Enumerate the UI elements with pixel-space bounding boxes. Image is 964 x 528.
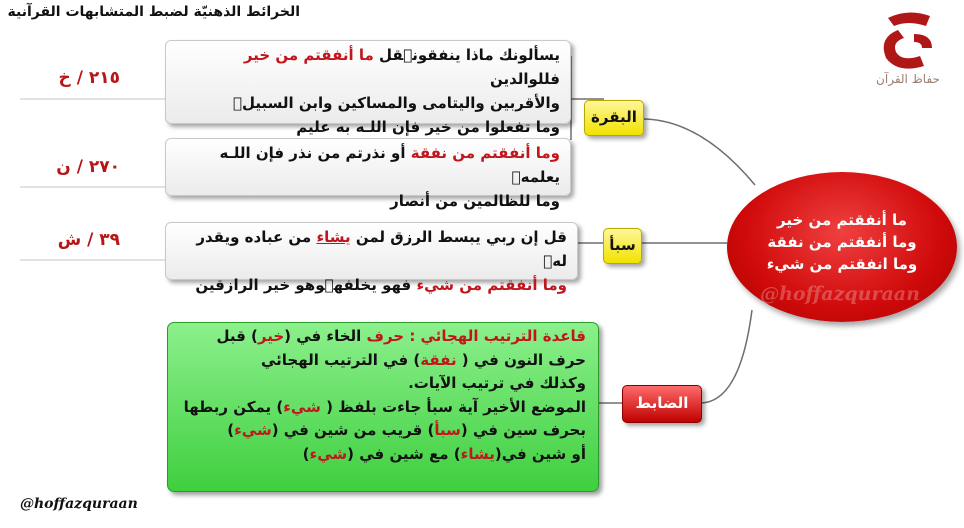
text-part: الخاء في ( (284, 327, 362, 345)
red-phrase: شيء (309, 444, 348, 463)
text-line (180, 325, 586, 349)
red-phrase: خير (257, 327, 285, 345)
text-line (176, 189, 560, 213)
text-part: بحرف سين في ( (460, 421, 586, 439)
verse-box (165, 222, 578, 294)
text-part: فللوالدين (489, 70, 560, 88)
text-part: فهو يخلفه (324, 276, 417, 294)
red-phrase: سبأ (434, 421, 461, 439)
text-part: يسألونك ماذا ينفقون (403, 46, 560, 64)
rule-label (622, 385, 702, 423)
red-phrase: قاعدة الترتيب الهجائي : حرف (361, 327, 586, 345)
highlighted-phrase: وما أنفقتم من شيء (416, 276, 567, 294)
text-part: ) قبل (216, 327, 258, 345)
central-node-text (727, 209, 957, 275)
text-part: أو شين في( (494, 444, 586, 463)
text-line (176, 91, 560, 115)
text-line (176, 141, 560, 189)
text-part: ) (302, 444, 310, 463)
text-part: الموضع الأخير آية سبأ جاءت بلفظ ( (320, 397, 586, 416)
logo-caption: حفاظ القرآن (876, 72, 940, 86)
text-part: وما تفعلوا من خير فإن اللـه به عليم (296, 118, 560, 136)
red-phrase: شيء (283, 397, 321, 416)
surah-label-baqarah (584, 100, 644, 136)
footer-handle: @hoffazquraan (20, 496, 138, 512)
text-part: ) يمكن ربطها (183, 397, 284, 416)
verse-text (176, 141, 560, 213)
text-line (176, 225, 567, 273)
text-line (180, 396, 586, 420)
verse-ref: ٣٩ / ش (57, 230, 120, 250)
text-part: أو نذرتم من نذر فإن اللـه يعلمه (219, 144, 560, 186)
text-part: حرف النون في ( (456, 350, 586, 369)
text-line (180, 349, 586, 373)
text-line (176, 43, 560, 91)
text-line (180, 372, 586, 396)
verse-box (165, 40, 571, 136)
verse-box (165, 138, 571, 210)
watermark: @hoffazquraan (760, 283, 920, 305)
text-line (176, 115, 560, 139)
red-phrase: يشاء (460, 444, 495, 463)
text-part: ) مع شين في ( (347, 444, 461, 463)
text-part: ) (227, 421, 235, 439)
central-line: ما أنفقتم من خير (777, 211, 907, 229)
text-part: ) قريب من شين في ( (271, 421, 435, 439)
text-part: قل إن ربي يبسط الرزق لمن (350, 228, 567, 246)
surah-label-text: البقرة (591, 108, 637, 126)
surah-label-saba (603, 228, 642, 264)
text-line (176, 273, 567, 297)
rule-text (180, 325, 586, 466)
text-part: وما للظالمين من أنصار (390, 192, 560, 210)
highlighted-phrase: وما أنفقتم من نفقة (410, 144, 560, 162)
text-line (180, 419, 586, 443)
text-part: ) في الترتيب الهجائي (260, 350, 421, 369)
rule-label-text: الضابط (635, 394, 689, 412)
page-title: الخرائط الذهنيّة لضبط المتشابهات القرآنية (7, 4, 300, 20)
red-phrase: نفقة (420, 350, 457, 369)
central-line: وما انفقتم من شيء (766, 255, 918, 273)
surah-label-text: سبأ (609, 236, 636, 254)
verse-text (176, 43, 560, 139)
verse-ref: ٢٧٠ / ن (56, 157, 120, 177)
text-part: قل (373, 46, 404, 64)
central-line: وما أنفقتم من نفقة (767, 233, 917, 251)
highlighted-phrase: ما أنفقتم من خير (243, 46, 374, 64)
verse-ref: ٢١٥ / خ (58, 68, 120, 88)
text-part: وهو خير الرازقين (195, 276, 325, 294)
text-part: والأقربين واليتامى والمساكين وابن السبيل (232, 94, 560, 112)
rule-box (167, 322, 599, 492)
red-phrase: شيء (234, 421, 272, 439)
underlined-word: يشاء (316, 228, 351, 246)
text-part: وكذلك في ترتيب الآيات. (408, 374, 586, 392)
text-part: من عباده ويقدر له (196, 228, 567, 270)
text-line (180, 443, 586, 467)
verse-text (176, 225, 567, 297)
